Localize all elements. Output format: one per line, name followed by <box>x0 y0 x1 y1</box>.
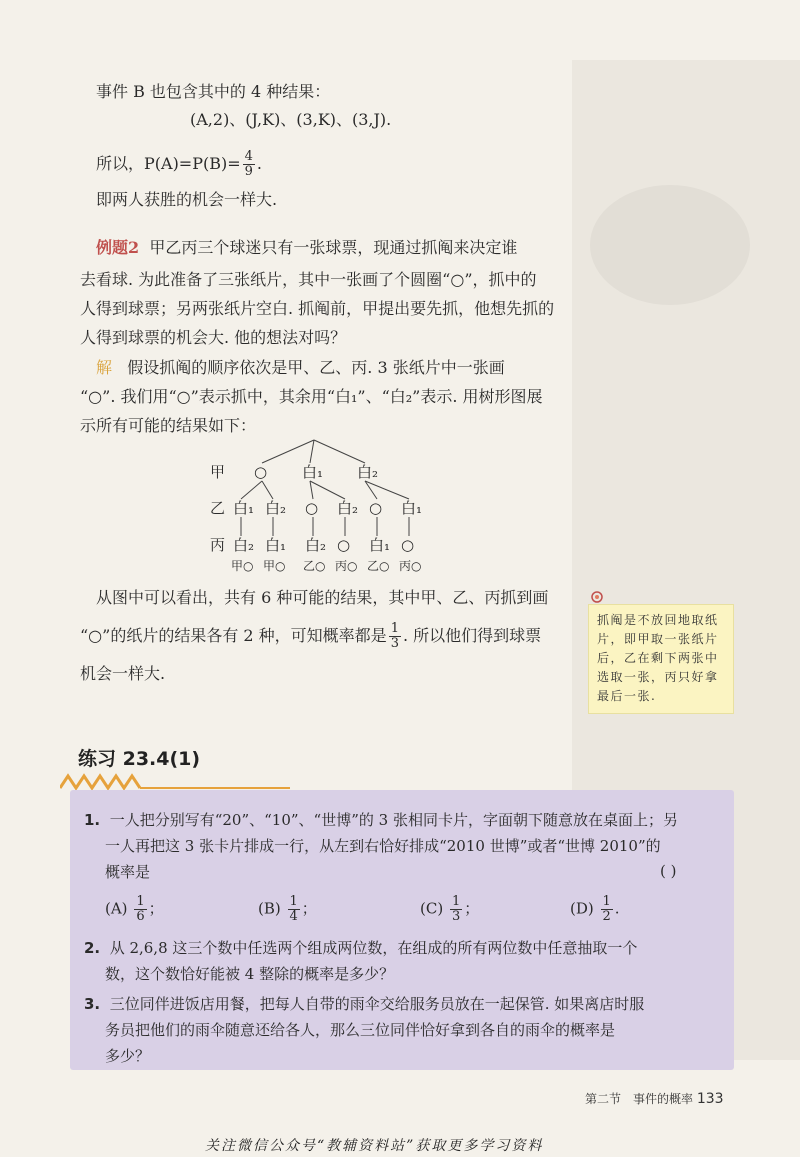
question-2-number: 2. <box>84 939 101 957</box>
tree-row-label: 丙 <box>210 536 226 554</box>
question-2-line-2: 数，这个数恰好能被 4 整除的概率是多少？ <box>105 965 395 983</box>
option-label: (A) <box>105 899 133 918</box>
tree-node-level-3: 白₁ <box>265 536 287 554</box>
fraction-numerator: 1 <box>289 894 298 909</box>
tree-outcome-label: 乙○ <box>303 559 326 573</box>
tree-node-level-3: 白₂ <box>305 536 327 554</box>
option-c <box>420 895 479 924</box>
tree-outcome-label: 丙○ <box>335 559 358 573</box>
fraction-denominator: 6 <box>136 909 145 924</box>
fraction-numerator: 1 <box>390 621 399 636</box>
footer-section-title: 第二节 事件的概率 <box>585 1092 694 1106</box>
tree-node-level-3: 白₁ <box>369 536 391 554</box>
tree-node-level-2: ○ <box>305 499 319 517</box>
exercise-title: 练习 23.4(1) <box>78 748 201 770</box>
solution-line-3: 示所有可能的结果如下： <box>80 416 257 435</box>
tree-outcome-label: 甲○ <box>231 559 254 573</box>
intro-line-3-prefix: 所以，P(A)=P(B)= <box>96 154 241 173</box>
option-label: (C) <box>420 899 448 918</box>
question-3-line-1 <box>84 994 644 1014</box>
tree-node-level-1: ○ <box>254 463 268 481</box>
footer-section <box>585 1090 724 1107</box>
example-2-line-2: 去看球. 为此准备了三张纸片，其中一张画了个圆圈“○”，抓中的 <box>80 270 537 289</box>
conclusion-line-2-prefix: “○”的纸片的结果各有 2 种，可知概率都是 <box>80 626 387 645</box>
fraction-numerator: 1 <box>602 894 611 909</box>
question-1-text: 一人把分别写有“20”、“10”、“世博”的 3 张相同卡片，字面朝下随意放在桌面上；另 <box>109 811 678 829</box>
option-separator: ； <box>464 899 480 918</box>
option-a <box>105 895 164 924</box>
page-number: 133 <box>696 1091 724 1107</box>
question-3-line-2: 务员把他们的雨伞随意还给各人，那么三位同伴恰好拿到各自的雨伞的概率是 <box>105 1021 616 1039</box>
note-icon <box>588 590 606 604</box>
tree-row-label: 甲 <box>210 463 226 481</box>
fraction-numerator: 4 <box>244 149 253 164</box>
tree-outcome-label: 甲○ <box>263 559 286 573</box>
fraction-denominator: 2 <box>602 909 611 924</box>
question-3-text: 三位同伴进饭店用餐，把每人自带的雨伞交给服务员放在一起保管. 如果离店时服 <box>109 995 645 1013</box>
option-label: (B) <box>258 899 286 918</box>
question-1-number: 1. <box>84 811 101 829</box>
example-2-line-4: 人得到球票的机会大. 他的想法对吗？ <box>80 328 347 347</box>
question-2-text: 从 2,6,8 这三个数中任选两个组成两位数，在组成的所有两位数中任意抽取一个 <box>109 939 638 957</box>
fraction-denominator: 9 <box>244 164 253 179</box>
example-2-tag: 例题2 <box>96 238 140 257</box>
tree-outcome-label: 乙○ <box>367 559 390 573</box>
option-separator: ； <box>301 899 317 918</box>
footer-notice: 关注微信公众号“教辅资料站”获取更多学习资料 <box>205 1138 544 1154</box>
fraction-denominator: 3 <box>451 909 461 924</box>
option-fraction <box>288 895 300 924</box>
tree-node-level-3: ○ <box>337 536 351 554</box>
tree-node-level-3: 白₂ <box>233 536 255 554</box>
solution-text: 假设抓阄的顺序依次是甲、乙、丙. 3 张纸片中一张画 <box>127 358 505 377</box>
tree-node-level-1: 白₂ <box>357 463 379 481</box>
fraction-denominator: 4 <box>289 909 298 924</box>
option-fraction <box>601 895 613 924</box>
option-fraction <box>450 895 462 924</box>
conclusion-line-2-suffix: . 所以他们得到球票 <box>402 626 542 645</box>
option-separator: ； <box>148 899 164 918</box>
tree-node-level-2: 白₁ <box>233 499 255 517</box>
intro-line-2: (A,2)、(J,K)、(3,K)、(3,J). <box>190 110 392 129</box>
conclusion-line-2 <box>80 622 541 651</box>
intro-line-3-suffix: . <box>256 154 263 173</box>
tree-node-level-2: 白₂ <box>337 499 359 517</box>
tree-outcome-label: 丙○ <box>399 559 422 573</box>
tree-row-label: 乙 <box>210 499 226 517</box>
option-separator: . <box>614 899 620 918</box>
question-1-line-3: 概率是 <box>105 863 151 881</box>
question-1-line-2: 一人再把这 3 张卡片排成一行，从左到右恰好排成“2010 世博”或者“世博 2010”的 <box>105 837 661 855</box>
question-2-line-1 <box>84 938 637 958</box>
option-b <box>258 895 317 924</box>
side-note: 抓阄是不放回地取纸片，即甲取一张纸片后，乙在剩下两张中选取一张，丙只好拿最后一张. <box>588 604 734 714</box>
fraction-one-third <box>389 622 401 651</box>
tree-node-level-2: ○ <box>369 499 383 517</box>
option-fraction <box>134 895 146 924</box>
solution-line-2: “○”. 我们用“○”表示抓中，其余用“白₁”、“白₂”表示. 用树形图展 <box>80 387 543 406</box>
tree-node-level-3: ○ <box>401 536 415 554</box>
question-3-number: 3. <box>84 995 101 1013</box>
tree-node-level-2: 白₁ <box>401 499 423 517</box>
example-2-text: 甲乙丙三个球迷只有一张球票，现通过抓阄来决定谁 <box>149 238 518 257</box>
fraction-denominator: 3 <box>390 636 399 651</box>
solution-tag: 解 <box>96 358 113 377</box>
option-label: (D) <box>570 899 599 918</box>
fraction-numerator: 1 <box>136 894 145 909</box>
fraction-numerator: 1 <box>451 894 461 909</box>
tree-node-level-1: 白₁ <box>302 463 324 481</box>
intro-line-1: 事件 B 也包含其中的 4 种结果： <box>96 82 331 101</box>
question-3-line-3: 多少？ <box>105 1047 151 1065</box>
tree-node-level-2: 白₂ <box>265 499 287 517</box>
example-2-line-3: 人得到球票；另两张纸片空白. 抓阄前，甲提出要先抓，他想先抓的 <box>80 299 555 318</box>
answer-bracket: ( ) <box>660 862 677 880</box>
intro-line-4: 即两人获胜的机会一样大. <box>96 190 278 209</box>
conclusion-line-3: 机会一样大. <box>80 664 166 683</box>
option-d <box>570 895 620 924</box>
question-1-line-1 <box>84 810 678 830</box>
conclusion-line-1: 从图中可以看出，共有 6 种可能的结果，其中甲、乙、丙抓到画 <box>96 588 549 607</box>
